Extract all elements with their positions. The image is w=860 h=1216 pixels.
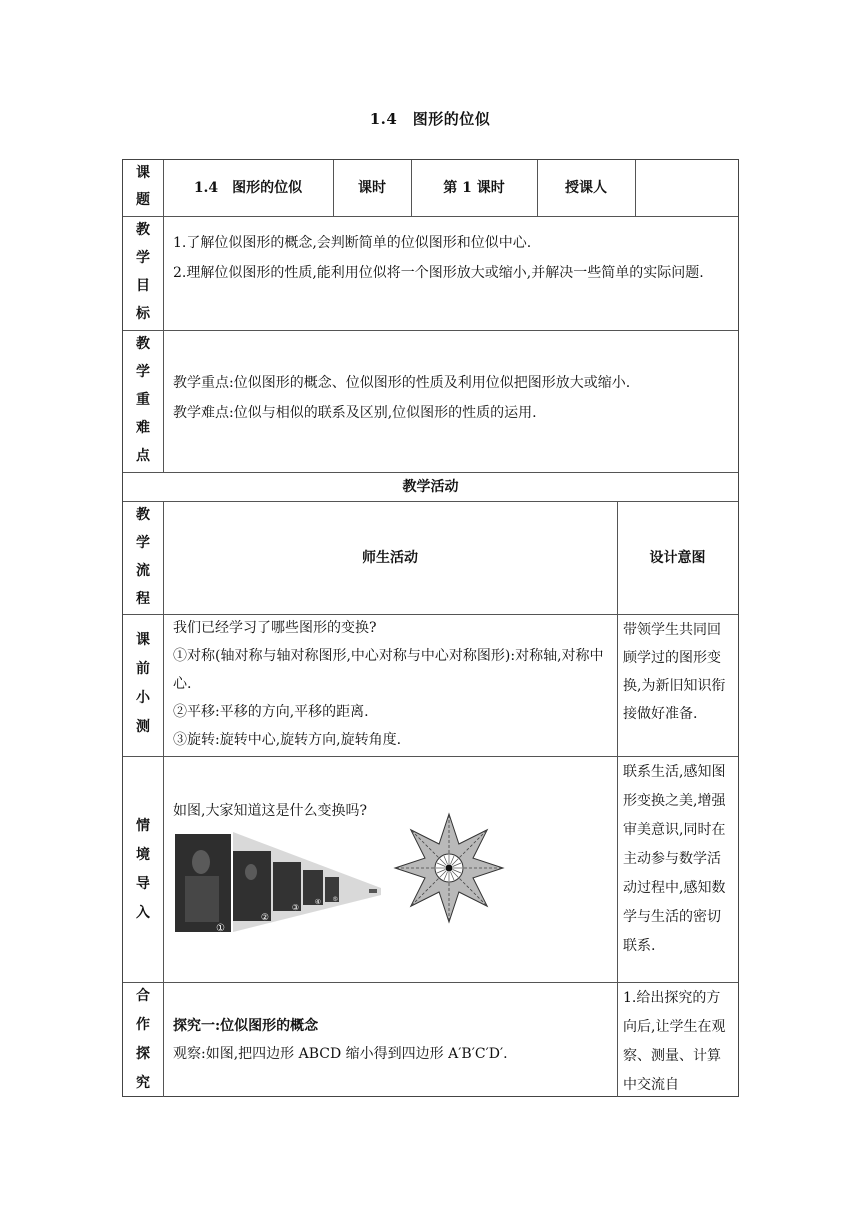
photo-number: ④ <box>314 898 321 906</box>
lesson-plan-table <box>122 159 739 1097</box>
keypoints-label: 教 学 重 难 点 <box>136 336 150 464</box>
situation-intent: 联系生活,感知图形变换之美,增强审美意识,同时在主动参与数学活动过程中,感知数学与生活的密切联系. <box>623 764 726 954</box>
teacher-value <box>635 160 738 216</box>
goal-item: 2.理解位似图形的性质,能利用位似将一个图形放大或缩小,并解决一些简单的实际问题. <box>173 265 704 281</box>
shrinking-photo-figure <box>173 832 385 938</box>
situation-question: 如图,大家知道这是什么变换吗? <box>173 803 367 819</box>
pretest-line: ②平移:平移的方向,平移的距离. <box>173 704 369 720</box>
photo-number: ② <box>260 913 269 923</box>
teacher-label: 授课人 <box>565 180 607 196</box>
intent-column-header: 设计意图 <box>649 549 706 566</box>
page-title: 1.4 图形的位似 <box>369 110 491 128</box>
goals-label: 教 学 目 标 <box>136 222 150 322</box>
keypoint-item: 教学难点:位似与相似的联系及区别,位似图形的性质的运用. <box>173 405 537 421</box>
explore-intent: 1.给出探究的方向后,让学生在观察、测量、计算中交流自 <box>623 990 726 1093</box>
photo-number: ⑤ <box>332 896 338 903</box>
activities-heading: 教学活动 <box>402 478 459 495</box>
activity-column-header: 师生活动 <box>362 549 418 566</box>
pretest-label: 课 前 小 测 <box>136 632 150 735</box>
period-value: 第 1 课时 <box>443 180 505 196</box>
keypoint-item: 教学重点:位似图形的概念、位似图形的性质及利用位似把图形放大或缩小. <box>173 375 631 391</box>
explore-text: 观察:如图,把四边形 ABCD 缩小得到四边形 A′B′C′D′. <box>173 1046 508 1062</box>
pretest-intent: 带领学生共同回顾学过的图形变换,为新旧知识衔接做好准备. <box>623 622 726 722</box>
explore-content <box>163 982 617 1096</box>
pretest-line: ③旋转:旋转中心,旋转方向,旋转角度. <box>173 732 402 748</box>
keypoints-content <box>163 330 738 472</box>
star-rotation-figure <box>393 812 505 924</box>
period-label: 课时 <box>358 180 386 196</box>
topic-value: 1.4 图形的位似 <box>193 180 303 196</box>
goals-content <box>163 216 738 330</box>
star-center-dot <box>446 865 453 872</box>
explore-label: 合 作 探 究 <box>136 988 150 1091</box>
pretest-content <box>163 614 617 756</box>
pretest-line: 我们已经学习了哪些图形的变换? <box>173 620 377 636</box>
explore-heading: 探究一:位似图形的概念 <box>173 1018 319 1034</box>
photo-number: ③ <box>291 903 299 912</box>
topic-label: 课 题 <box>136 165 150 208</box>
pretest-line: ①对称(轴对称与轴对称图形,中心对称与中心对称图形):对称轴,对称中心. <box>173 648 604 692</box>
flow-label: 教 学 流 程 <box>136 507 150 607</box>
photo-number: ① <box>216 923 225 934</box>
photo-2 <box>233 851 271 921</box>
situation-label: 情 境 导 入 <box>136 818 150 921</box>
goal-item: 1.了解位似图形的概念,会判断简单的位似图形和位似中心. <box>173 235 532 251</box>
